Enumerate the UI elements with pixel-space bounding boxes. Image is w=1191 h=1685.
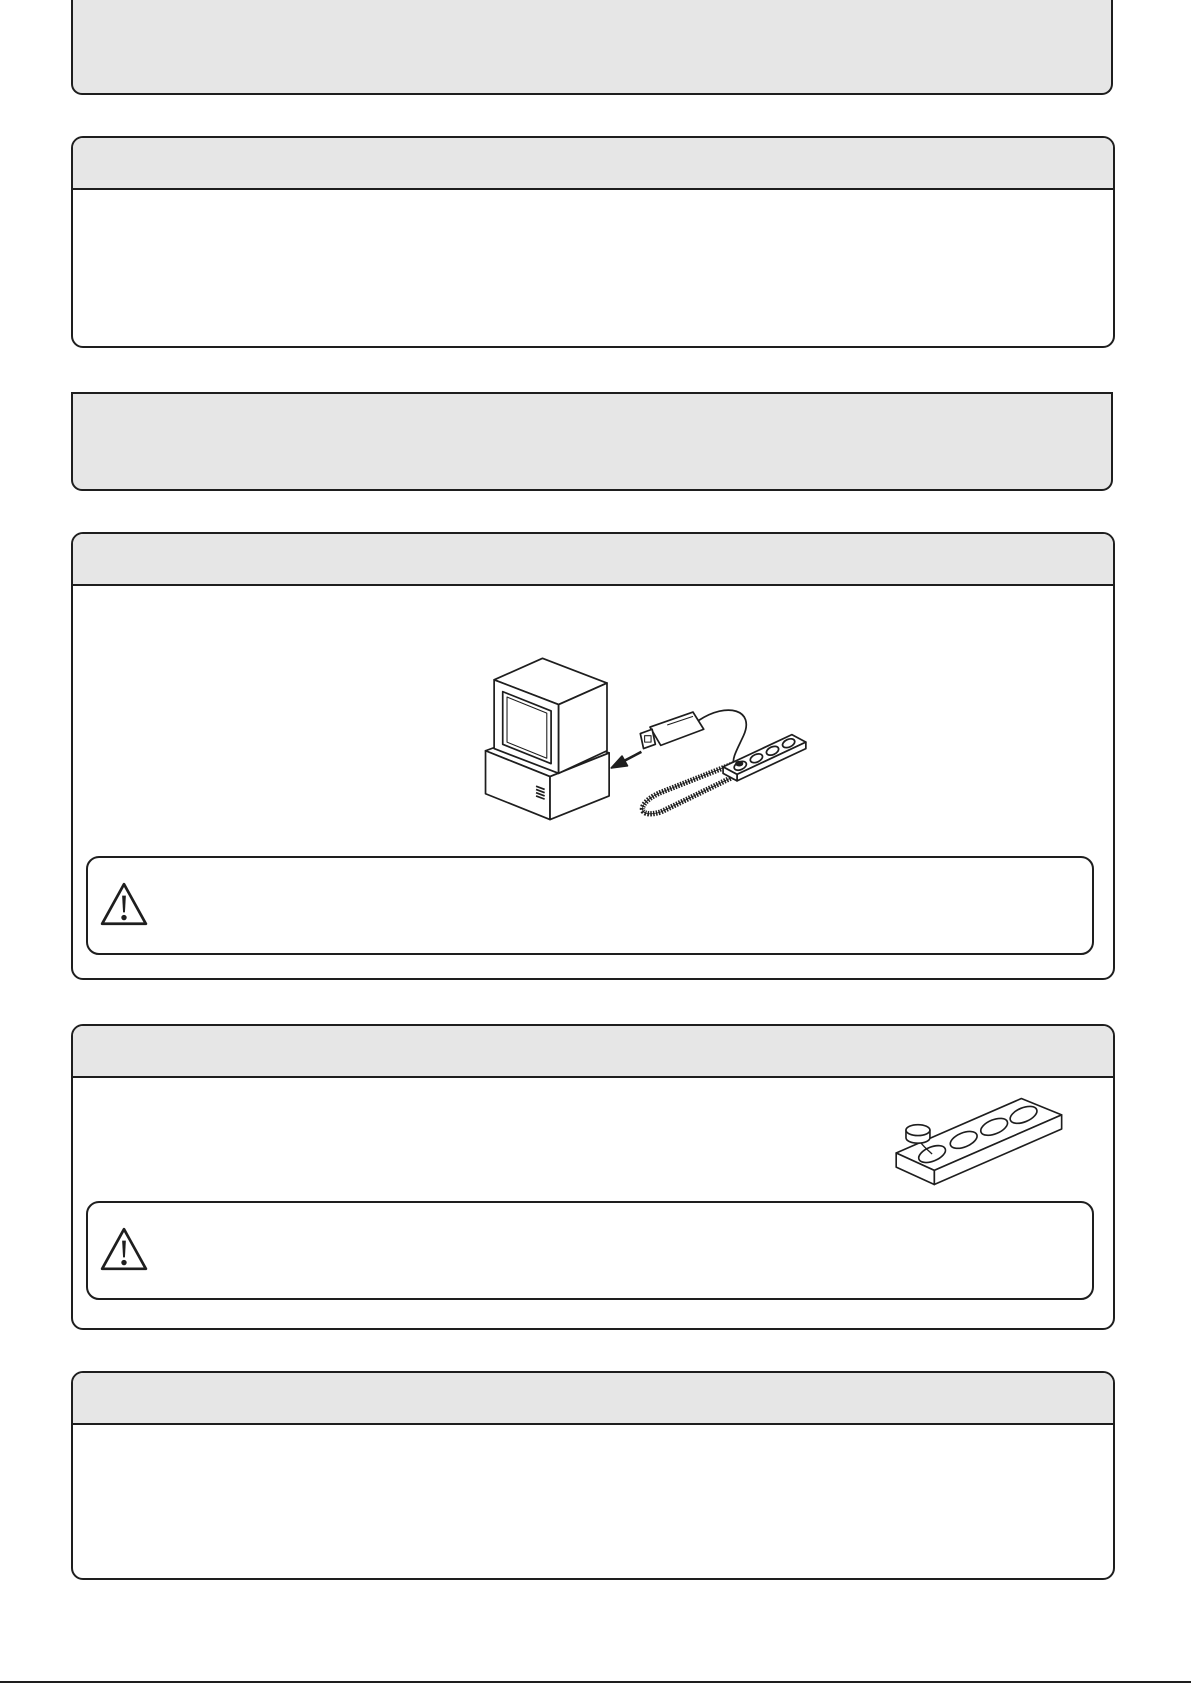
section-panel-1 xyxy=(71,136,1115,348)
coiled-cord-outline xyxy=(642,764,733,814)
middle-shaded-panel xyxy=(71,392,1113,491)
warning-icon xyxy=(99,881,149,927)
section-header xyxy=(73,1026,1113,1078)
coiled-cord xyxy=(642,764,733,814)
bottom-rule xyxy=(0,1681,1191,1683)
knob-top xyxy=(906,1125,930,1136)
section-header xyxy=(73,1373,1113,1425)
section-panel-4 xyxy=(71,1371,1115,1580)
section-header xyxy=(73,534,1113,586)
cable xyxy=(698,710,746,765)
top-shaded-panel xyxy=(71,0,1113,95)
caution-box xyxy=(86,1201,1094,1300)
connector-face xyxy=(640,729,655,748)
caution-box xyxy=(86,856,1094,955)
key-strip-illustration xyxy=(894,1094,1066,1188)
connector-body xyxy=(650,712,704,745)
arrow-head xyxy=(611,756,627,768)
section-header xyxy=(73,138,1113,190)
computer-serial-cable-illustration xyxy=(478,656,808,824)
warning-icon xyxy=(99,1226,149,1272)
strip-knob xyxy=(736,762,742,766)
